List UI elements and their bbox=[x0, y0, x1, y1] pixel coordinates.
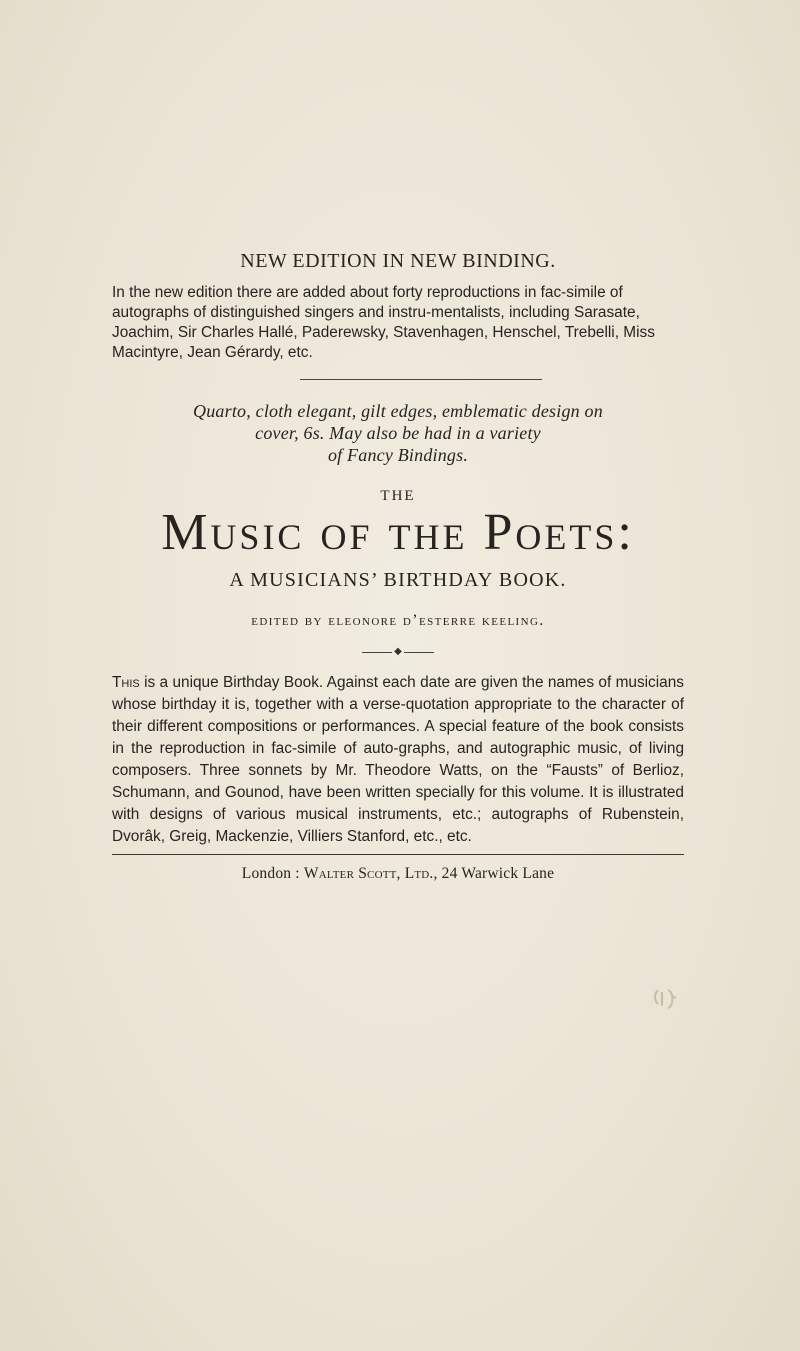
library-stamp-icon bbox=[652, 986, 680, 1012]
ornament-divider bbox=[112, 646, 684, 658]
book-subtitle: A MUSICIANS’ BIRTHDAY BOOK. bbox=[229, 569, 567, 591]
footer-publisher: Walter Scott, Ltd. bbox=[303, 865, 434, 883]
binding-description bbox=[112, 400, 684, 466]
footer-address: , 24 Warwick Lane bbox=[433, 865, 555, 883]
ornament-line-right bbox=[404, 652, 434, 653]
advertisement-content bbox=[112, 250, 684, 883]
page-heading: NEW EDITION IN NEW BINDING. bbox=[240, 250, 556, 272]
binding-line-2: cover, 6s. May also be had in a variety bbox=[255, 423, 541, 443]
book-title: Music of the Poets: bbox=[161, 504, 635, 561]
intro-paragraph: In the new edition there are added about forty reproductions in fac-simile of autographs of distinguished singers and instru-mentalists, including Sarasate, Joachim, Sir Charles Hallé, Paderewsky, Stavenhagen, Henschel, Trebelli, Miss Macintyre, Jean Gérardy, etc. bbox=[112, 284, 655, 361]
binding-line-1: Quarto, cloth elegant, gilt edges, emblematic design on bbox=[193, 401, 603, 421]
editor-credit: edited by eleonore d’esterre keeling. bbox=[251, 612, 545, 629]
binding-line-3: of Fancy Bindings. bbox=[327, 445, 469, 465]
description-paragraph bbox=[112, 672, 684, 848]
footer-divider bbox=[112, 854, 684, 855]
ornament-line-left bbox=[362, 652, 392, 653]
diamond-icon: ◆ bbox=[394, 646, 402, 657]
footer-city: London : bbox=[241, 865, 304, 883]
description-text: is a unique Birthday Book. Against each date are given the names of musicians whose birthday it is, together with a verse-quotation appropriate to the character of their different compositions or performances. A special feature of the book consists in the reproduction in fac-simile of auto-graphs, and autographic music, of living composers. Three sonnets by Mr. Theodore Watts, on the “Fausts” of Berlioz, Schumann, and Gounod, have been written specially for this volume. It is illustrated with designs of various musical instruments, etc.; autographs of Rubenstein, Dvorâk, Greig, Mackenzie, Villiers Stanford, etc., etc. bbox=[112, 674, 684, 846]
publisher-footer bbox=[112, 865, 684, 883]
description-first-word: This bbox=[112, 674, 140, 692]
title-article: THE bbox=[380, 488, 416, 504]
short-divider bbox=[300, 379, 542, 380]
stamp-mark-icon bbox=[652, 986, 680, 1012]
